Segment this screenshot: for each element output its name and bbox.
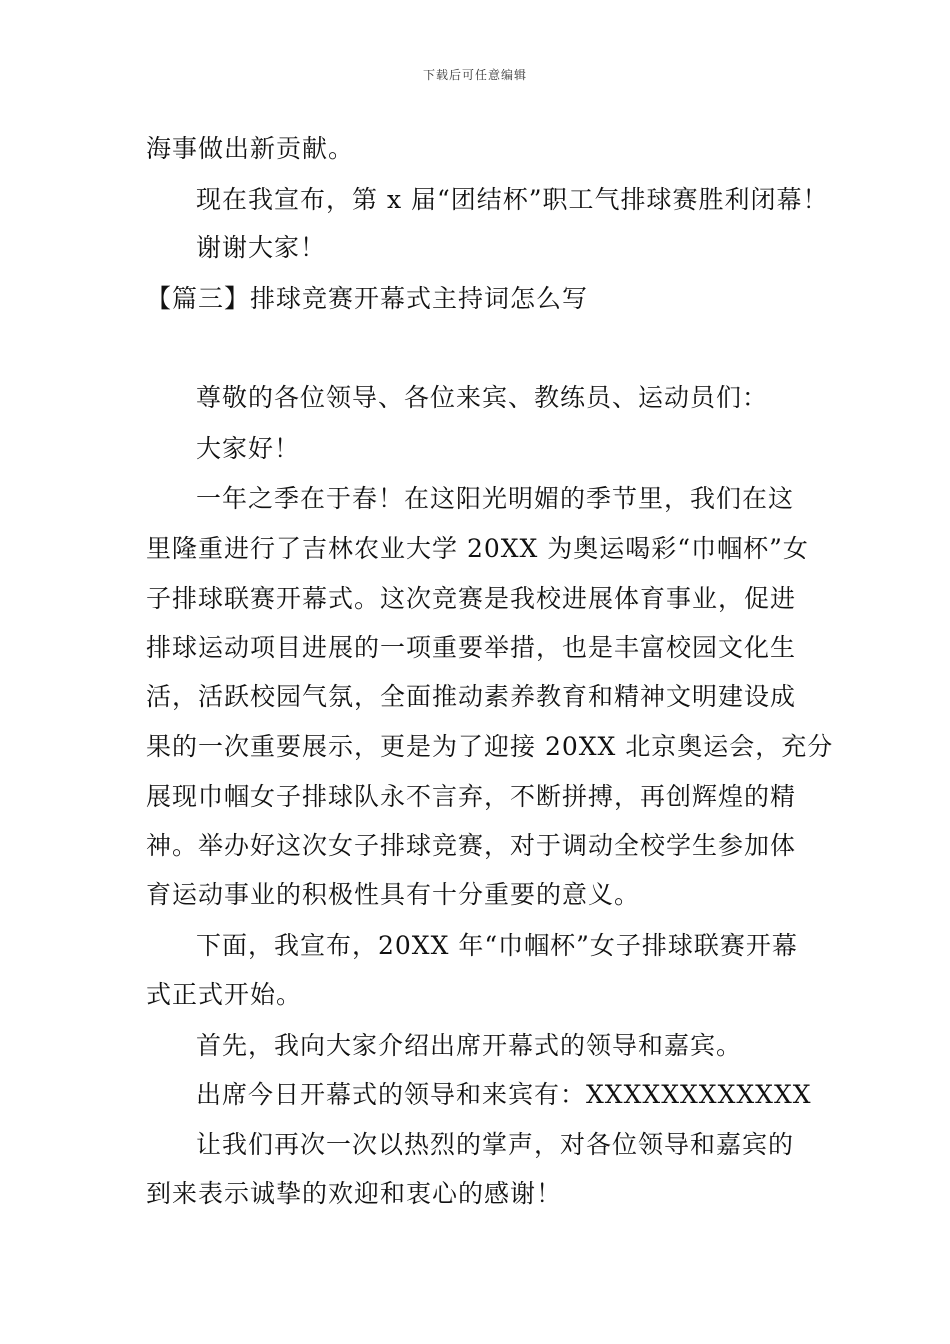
- section-heading: 【篇三】排球竞赛开幕式主持词怎么写: [146, 284, 589, 313]
- paragraph-line: 排球运动项目进展的一项重要举措，也是丰富校园文化生: [146, 633, 797, 662]
- paragraph-line: 海事做出新贡献。: [146, 134, 355, 163]
- paragraph-line: 大家好！: [196, 434, 301, 463]
- paragraph-line: 到来表示诚挚的欢迎和衷心的感谢！: [146, 1179, 563, 1208]
- paragraph-line: 出席今日开幕式的领导和来宾有：XXXXXXXXXXXX: [196, 1080, 812, 1109]
- paragraph-line: 现在我宣布，第 x 届“团结杯”职工气排球赛胜利闭幕！: [196, 185, 829, 214]
- paragraph-line: 一年之季在于春！在这阳光明媚的季节里，我们在这: [196, 484, 795, 513]
- paragraph-line: 首先，我向大家介绍出席开幕式的领导和嘉宾。: [196, 1031, 743, 1060]
- paragraph-line: 尊敬的各位领导、各位来宾、教练员、运动员们：: [196, 383, 769, 412]
- paragraph-line: 子排球联赛开幕式。这次竞赛是我校进展体育事业，促进: [146, 584, 797, 613]
- paragraph-line: 活，活跃校园气氛，全面推动素养教育和精神文明建设成: [146, 682, 797, 711]
- paragraph-line: 果的一次重要展示，更是为了迎接 20XX 北京奥运会，充分: [146, 732, 834, 761]
- paragraph-line: 式正式开始。: [146, 980, 303, 1009]
- paragraph-line: 里隆重进行了吉林农业大学 20XX 为奥运喝彩“巾帼杯”女: [146, 534, 809, 563]
- paragraph-line: 育运动事业的积极性具有十分重要的意义。: [146, 880, 641, 909]
- paragraph-line: 谢谢大家！: [196, 233, 327, 262]
- paragraph-line: 神。举办好这次女子排球竞赛，对于调动全校学生参加体: [146, 831, 797, 860]
- paragraph-line: 下面，我宣布，20XX 年“巾帼杯”女子排球联赛开幕: [196, 931, 798, 960]
- paragraph-line: 让我们再次一次以热烈的掌声，对各位领导和嘉宾的: [196, 1130, 795, 1159]
- header-note: 下载后可任意编辑: [422, 68, 527, 82]
- paragraph-line: 展现巾帼女子排球队永不言弃，不断拼搏，再创辉煌的精: [146, 782, 797, 811]
